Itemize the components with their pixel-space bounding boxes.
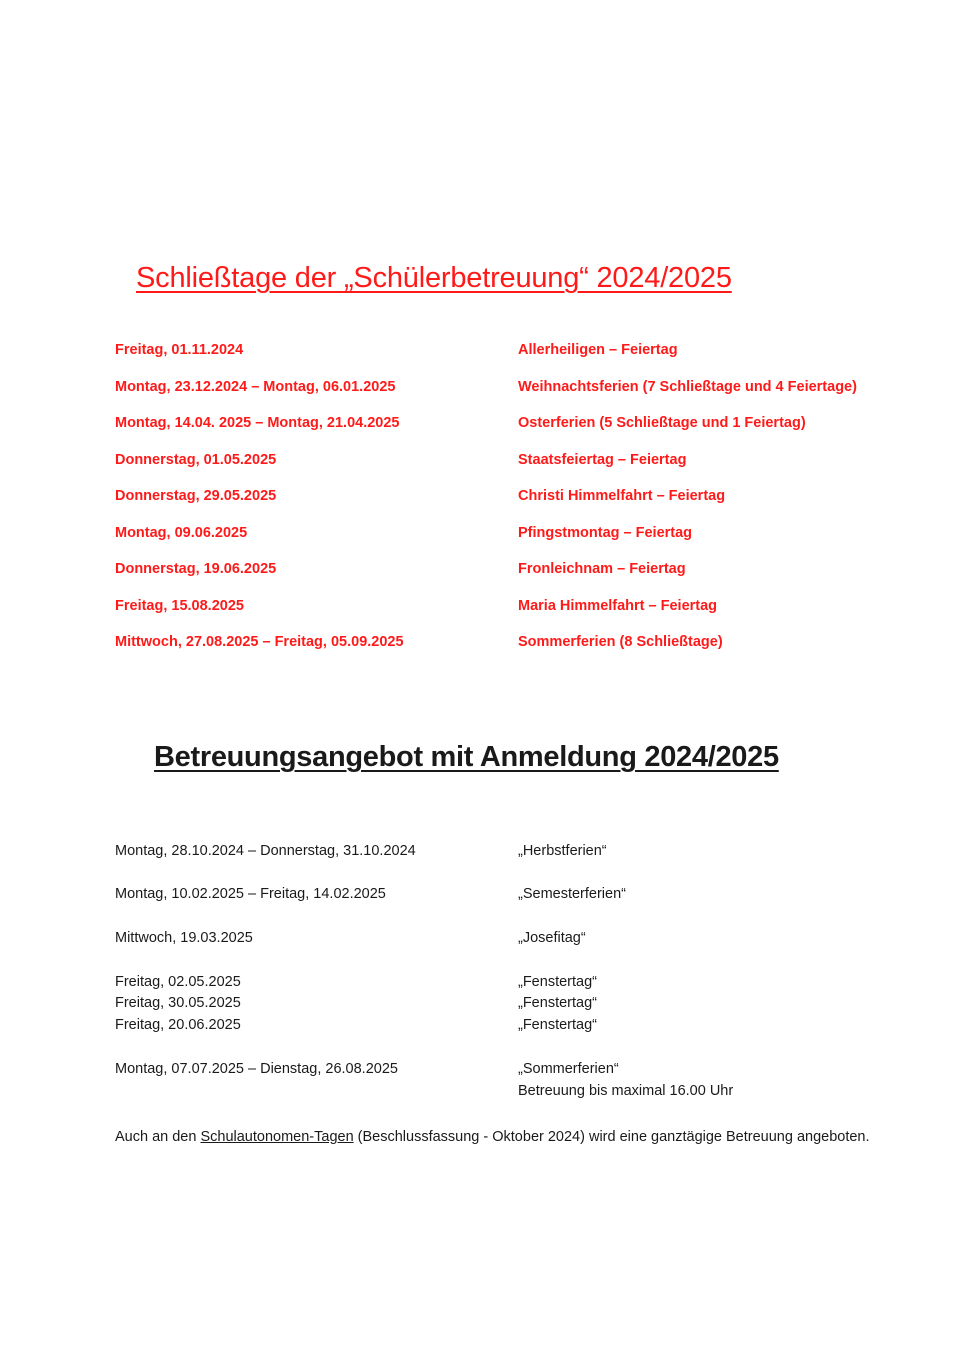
closing-day-date: Donnerstag, 19.06.2025 [115,561,277,577]
care-offer-desc: „Josefitag“ [518,930,586,946]
care-offer-row [0,886,966,906]
closing-day-date: Donnerstag, 01.05.2025 [115,452,277,468]
closing-day-date: Freitag, 01.11.2024 [115,342,244,358]
closing-day-date: Freitag, 15.08.2025 [115,598,244,614]
schulautonome-tage-link: Schulautonomen-Tagen [200,1129,354,1145]
closing-day-desc: Christi Himmelfahrt – Feiertag [518,488,726,504]
care-offer-date: Freitag, 30.05.2025 [115,995,241,1011]
care-offer-desc: „Fenstertag“ [518,995,597,1011]
closing-days-title: Schließtage der „Schülerbetreuung“ 2024/2025 [136,262,732,294]
closing-day-date: Montag, 09.06.2025 [115,525,248,541]
care-offer-date: Freitag, 20.06.2025 [115,1017,241,1033]
closing-day-desc: Fronleichnam – Feiertag [518,561,686,577]
closing-day-row [0,598,966,620]
closing-day-date: Montag, 23.12.2024 – Montag, 06.01.2025 [115,379,396,395]
closing-day-row [0,634,966,656]
closing-day-desc: Staatsfeiertag – Feiertag [518,452,687,468]
care-offer-desc: „Semesterferien“ [518,886,626,902]
closing-day-desc: Pfingstmontag – Feiertag [518,525,693,541]
care-offer-desc: „Fenstertag“ [518,974,597,990]
closing-day-desc: Osterferien (5 Schließtage und 1 Feiertag) [518,415,806,431]
summer-note: Betreuung bis maximal 16.00 Uhr [518,1083,734,1099]
care-offer-desc: „Sommerferien“ [518,1061,619,1077]
care-offer-row [0,974,966,994]
closing-day-row [0,488,966,510]
care-offer-date: Freitag, 02.05.2025 [115,974,241,990]
closing-day-date: Montag, 14.04. 2025 – Montag, 21.04.2025 [115,415,400,431]
care-offer-date: Montag, 28.10.2024 – Donnerstag, 31.10.2024 [115,843,416,859]
care-offer-row [0,930,966,950]
care-offer-desc: „Fenstertag“ [518,1017,597,1033]
summer-note-row [0,1083,966,1103]
care-offer-row [0,843,966,863]
closing-day-desc: Allerheiligen – Feiertag [518,342,678,358]
closing-day-date: Donnerstag, 29.05.2025 [115,488,277,504]
closing-day-date: Mittwoch, 27.08.2025 – Freitag, 05.09.2025 [115,634,404,650]
closing-day-desc: Maria Himmelfahrt – Feiertag [518,598,718,614]
closing-day-row [0,561,966,583]
closing-day-row [0,342,966,364]
care-offer-date: Mittwoch, 19.03.2025 [115,930,253,946]
footnote-paragraph [115,1126,885,1148]
care-offer-row [0,995,966,1015]
footnote-suffix: (Beschlussfassung - Oktober 2024) wird eine ganztägige Betreuung angeboten. [353,1129,870,1145]
care-offer-date: Montag, 07.07.2025 – Dienstag, 26.08.2025 [115,1061,398,1077]
care-offer-date: Montag, 10.02.2025 – Freitag, 14.02.2025 [115,886,386,902]
care-offer-title: Betreuungsangebot mit Anmeldung 2024/2025 [154,741,779,773]
closing-day-row [0,415,966,437]
closing-day-desc: Weihnachtsferien (7 Schließtage und 4 Feiertage) [518,379,857,395]
footnote-prefix: Auch an den [115,1129,201,1145]
closing-day-desc: Sommerferien (8 Schließtage) [518,634,723,650]
closing-day-row [0,379,966,401]
closing-day-row [0,452,966,474]
care-offer-desc: „Herbstferien“ [518,843,607,859]
care-offer-row [0,1061,966,1081]
closing-day-row [0,525,966,547]
care-offer-row [0,1017,966,1037]
